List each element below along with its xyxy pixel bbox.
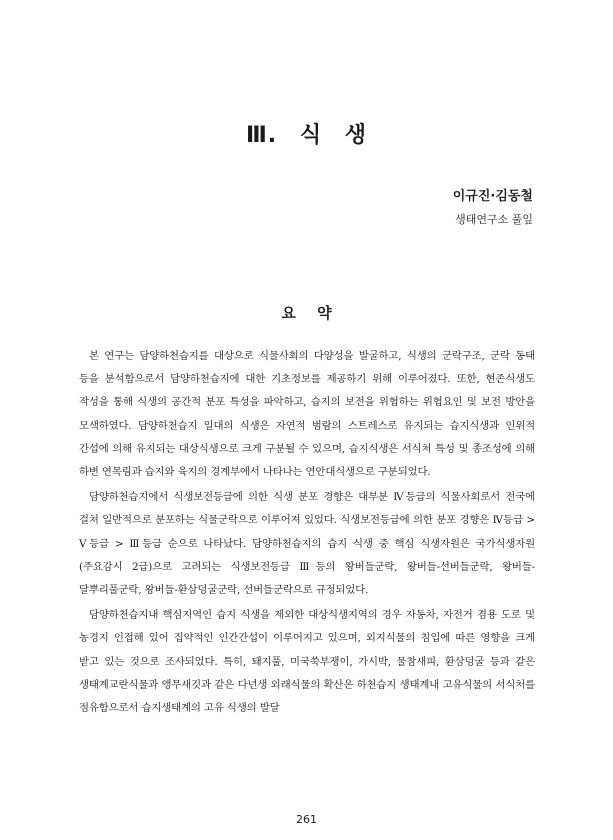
- abstract-heading: 요 약: [281, 304, 332, 322]
- author-block: [453, 187, 533, 229]
- abstract-paragraph: 본 연구는 담양하천습지를 대상으로 식물사회의 다양성을 발굴하고, 식생의 군락구조, 군락 동태 등을 분석함으로서 담양하천습지에 대한 기초정보를 제공하기 위해 이루어졌다. 또한, 현존식생도 작성을 통해 식생의 공간적 분포 특성을 파악하고, 습지의 보전을 위협하는 위협요인 및 보전 방안을 모색하였다. 담양하천습지 일대의 식생은 자연적 범람의 스트레스로 유지되는 습지식생과 인위적 간섭에 의해 유지되는 대상식생으로 크게 구분될 수 있으며, 습지식생은 서식처 특성 및 종조성에 의해 하변 연목림과 습지와 육지의 경계부에서 나타나는 연안대식생으로 구분되었다.: [79, 350, 535, 479]
- page-number: 261: [296, 813, 317, 826]
- author-affiliation: 생태연구소 풀잎: [455, 213, 533, 226]
- abstract-paragraph: 담양하천습지내 핵심지역인 습지 식생을 제외한 대상식생지역의 경우 자동차, 자전거 겸용 도로 및 농경지 인접해 있어 집약적인 인간간섭이 이루어지고 있으며, 외지식물의 침입에 따른 영향을 크게 받고 있는 것으로 조사되었다. 특히, 돼지풀, 미국쑥부쟁이, 가시박, 물참새피, 환삼덩굴 등과 같은 생태계교란식물과 앵무새깃과 같은 다년생 외래식물의 확산은 하천습지 생태계내 고유식물의 서식처를 점유함으로서 습지생태계의 고유 식생의 발달: [79, 609, 535, 715]
- abstract-body: [79, 345, 535, 722]
- author-names: 이규진·김동철: [452, 189, 533, 204]
- abstract-paragraph: 담양하천습지에서 식생보전등급에 의한 식생 분포 경향은 대부분 Ⅳ등급의 식물사회로서 전국에 걸쳐 일반적으로 분포하는 식물군락으로 이루어져 있었다. 식생보전등급에 의한 분포 경향은 Ⅳ등급 > Ⅴ등급 > Ⅲ등급 순으로 나타났다. 담양하천습지의 습지 식생 중 핵심 식생자원은 국가식생자원(주요감시 2급)으로 고려되는 식생보전등급 Ⅲ등의 왕버들군락, 왕버들-선버들군락, 왕버들-달뿌리풀군락, 왕버들-환삼덩굴군락, 선버들군락으로 규정되었다.: [79, 491, 535, 597]
- chapter-title: Ⅲ. 식 생: [246, 123, 367, 148]
